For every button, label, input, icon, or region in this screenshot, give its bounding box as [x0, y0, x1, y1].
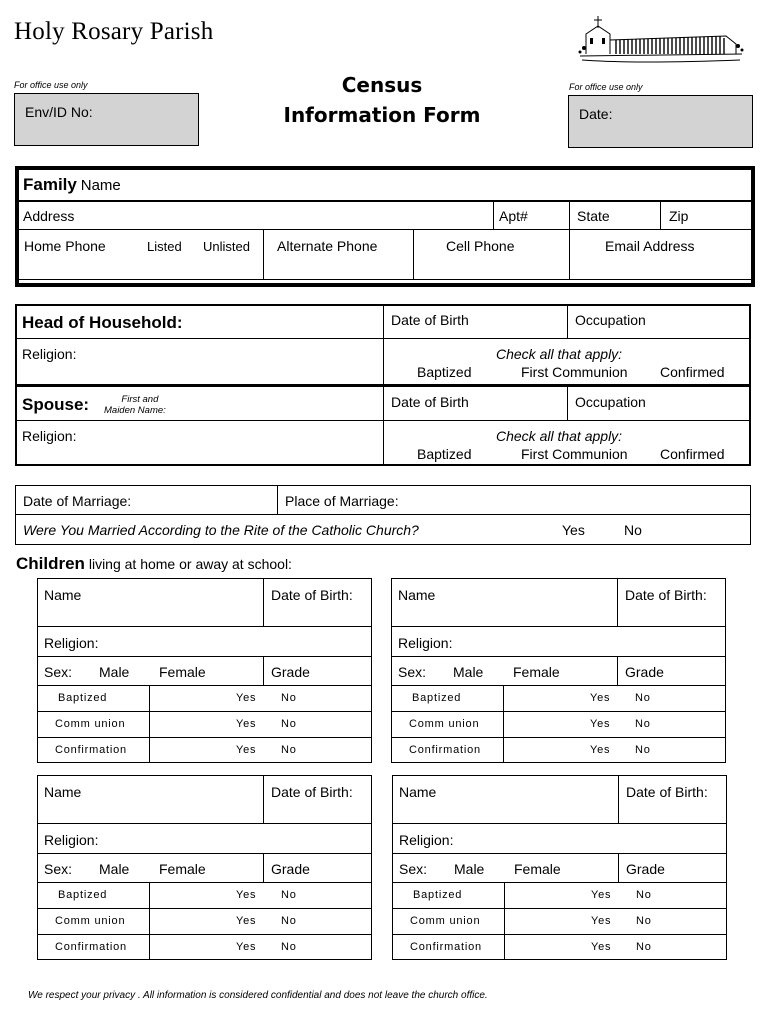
child-1-religion-field[interactable]: Religion:	[44, 635, 99, 651]
child-4-female-option[interactable]: Female	[514, 861, 561, 877]
alternate-phone-field[interactable]: Alternate Phone	[277, 238, 378, 254]
child-4-name-field[interactable]: Name	[399, 784, 437, 800]
spouse-name-note	[104, 394, 166, 416]
family-label-bold: Family	[23, 175, 77, 194]
date-field[interactable]	[568, 95, 753, 148]
child-1-sacrament-no-option[interactable]: No	[281, 718, 297, 730]
child-4-grade-field[interactable]: Grade	[626, 861, 665, 877]
child-3-box	[37, 775, 372, 960]
child-2-sex-label: Sex:	[398, 664, 427, 680]
child-3-sacrament-yes-option[interactable]: Yes	[236, 889, 257, 901]
email-field[interactable]: Email Address	[605, 238, 695, 254]
child-4-sacrament-label: Baptized	[413, 889, 463, 901]
child-4-sacrament-label: Confirmation	[410, 941, 482, 953]
child-3-sacrament-no-option[interactable]: No	[281, 915, 297, 927]
child-3-female-option[interactable]: Female	[159, 861, 206, 877]
form-title	[270, 70, 494, 130]
head-baptized-option[interactable]: Baptized	[417, 364, 472, 380]
office-use-note-left: For office use only	[14, 80, 88, 90]
child-3-sacrament-yes-option[interactable]: Yes	[236, 915, 257, 927]
child-1-male-option[interactable]: Male	[99, 664, 130, 680]
spouse-religion-field[interactable]: Religion:	[22, 428, 77, 444]
child-2-sacrament-yes-option[interactable]: Yes	[590, 692, 611, 704]
child-1-sex-label: Sex:	[44, 664, 73, 680]
child-2-sacrament-no-option[interactable]: No	[635, 744, 651, 756]
cell-phone-field[interactable]: Cell Phone	[446, 238, 515, 254]
spouse-note-line2: Maiden Name:	[104, 405, 166, 416]
child-3-grade-field[interactable]: Grade	[271, 861, 310, 877]
children-heading-bold: Children	[16, 554, 85, 573]
date-label: Date:	[579, 106, 613, 122]
child-1-female-option[interactable]: Female	[159, 664, 206, 680]
church-logo-icon	[576, 14, 746, 64]
child-2-sacrament-no-option[interactable]: No	[635, 718, 651, 730]
child-3-religion-field[interactable]: Religion:	[44, 832, 99, 848]
child-4-sacrament-label: Comm union	[410, 915, 481, 927]
child-2-sacrament-yes-option[interactable]: Yes	[590, 744, 611, 756]
form-title-line1: Census	[341, 73, 423, 97]
rite-no-option[interactable]: No	[624, 522, 642, 538]
spouse-note-line1: First and	[121, 394, 159, 405]
child-4-sacrament-no-option[interactable]: No	[636, 889, 652, 901]
rite-question: Were You Married According to the Rite of the Catholic Church?	[23, 522, 419, 538]
spouse-confirmed-option[interactable]: Confirmed	[660, 446, 725, 462]
child-2-sacrament-label: Baptized	[412, 692, 462, 704]
child-2-sacrament-yes-option[interactable]: Yes	[590, 718, 611, 730]
head-first-communion-option[interactable]: First Communion	[521, 364, 628, 380]
child-4-sacrament-no-option[interactable]: No	[636, 941, 652, 953]
head-check-all-label: Check all that apply:	[496, 346, 623, 362]
child-2-dob-field[interactable]: Date of Birth:	[625, 587, 707, 603]
child-1-grade-field[interactable]: Grade	[271, 664, 310, 680]
child-4-sacrament-yes-option[interactable]: Yes	[591, 889, 612, 901]
child-4-sacrament-yes-option[interactable]: Yes	[591, 941, 612, 953]
child-4-sacrament-yes-option[interactable]: Yes	[591, 915, 612, 927]
child-3-name-field[interactable]: Name	[44, 784, 82, 800]
child-4-religion-field[interactable]: Religion:	[399, 832, 454, 848]
child-3-sacrament-no-option[interactable]: No	[281, 941, 297, 953]
form-title-line2: Information Form	[283, 103, 481, 127]
child-2-name-field[interactable]: Name	[398, 587, 436, 603]
env-id-field[interactable]	[14, 93, 199, 146]
head-dob-field[interactable]: Date of Birth	[391, 312, 469, 328]
child-3-male-option[interactable]: Male	[99, 861, 130, 877]
address-field[interactable]: Address	[23, 208, 75, 224]
child-2-box	[391, 578, 726, 763]
child-4-sacrament-no-option[interactable]: No	[636, 915, 652, 927]
office-use-note-right: For office use only	[569, 82, 643, 92]
child-1-sacrament-no-option[interactable]: No	[281, 692, 297, 704]
children-heading	[16, 554, 292, 574]
child-4-box	[392, 775, 727, 960]
spouse-first-communion-option[interactable]: First Communion	[521, 446, 628, 462]
child-1-sacrament-yes-option[interactable]: Yes	[236, 692, 257, 704]
env-id-label: Env/ID No:	[25, 104, 93, 120]
child-2-sacrament-no-option[interactable]: No	[635, 692, 651, 704]
child-2-sacrament-label: Confirmation	[409, 744, 481, 756]
child-4-sex-label: Sex:	[399, 861, 428, 877]
head-occupation-field[interactable]: Occupation	[575, 312, 646, 328]
spouse-baptized-option[interactable]: Baptized	[417, 446, 472, 462]
child-2-sacrament-label: Comm union	[409, 718, 480, 730]
family-label-rest: Name	[80, 177, 121, 194]
child-4-male-option[interactable]: Male	[454, 861, 485, 877]
zip-field[interactable]: Zip	[669, 208, 689, 224]
child-4-dob-field[interactable]: Date of Birth:	[626, 784, 708, 800]
child-3-sacrament-label: Confirmation	[55, 941, 127, 953]
children-heading-rest: living at home or away at school:	[88, 556, 292, 572]
child-1-sacrament-label: Confirmation	[55, 744, 127, 756]
apt-field[interactable]: Apt#	[499, 208, 528, 224]
spouse-field[interactable]	[22, 395, 89, 415]
spouse-check-all-label: Check all that apply:	[496, 428, 623, 444]
rite-yes-option[interactable]: Yes	[562, 522, 585, 538]
date-of-marriage-field[interactable]: Date of Marriage:	[23, 493, 132, 509]
family-section	[15, 166, 755, 287]
child-3-sacrament-yes-option[interactable]: Yes	[236, 941, 257, 953]
child-1-dob-field[interactable]: Date of Birth:	[271, 587, 353, 603]
privacy-note: We respect your privacy . All information is considered confidential and does not leave the church office.	[28, 990, 488, 1001]
child-1-sacrament-label: Comm union	[55, 718, 126, 730]
spouse-occupation-field[interactable]: Occupation	[575, 394, 646, 410]
unlisted-option[interactable]: Unlisted	[203, 239, 250, 254]
child-1-name-field[interactable]: Name	[44, 587, 82, 603]
spouse-dob-field[interactable]: Date of Birth	[391, 394, 469, 410]
place-of-marriage-field[interactable]: Place of Marriage:	[285, 493, 399, 509]
child-1-sacrament-yes-option[interactable]: Yes	[236, 718, 257, 730]
listed-option[interactable]: Listed	[147, 239, 182, 254]
child-1-box	[37, 578, 372, 763]
child-3-sacrament-label: Comm union	[55, 915, 126, 927]
child-1-sacrament-yes-option[interactable]: Yes	[236, 744, 257, 756]
child-1-sacrament-label: Baptized	[58, 692, 108, 704]
child-3-sex-label: Sex:	[44, 861, 73, 877]
parish-name: Holy Rosary Parish	[14, 18, 214, 45]
head-religion-field[interactable]: Religion:	[22, 346, 77, 362]
home-phone-field[interactable]: Home Phone	[24, 238, 106, 254]
spouse-label: Spouse:	[22, 395, 90, 414]
family-name-field[interactable]	[23, 175, 121, 195]
child-3-sacrament-no-option[interactable]: No	[281, 889, 297, 901]
head-confirmed-option[interactable]: Confirmed	[660, 364, 725, 380]
child-2-male-option[interactable]: Male	[453, 664, 484, 680]
child-2-religion-field[interactable]: Religion:	[398, 635, 453, 651]
child-3-sacrament-label: Baptized	[58, 889, 108, 901]
child-2-female-option[interactable]: Female	[513, 664, 560, 680]
child-1-sacrament-no-option[interactable]: No	[281, 744, 297, 756]
child-2-grade-field[interactable]: Grade	[625, 664, 664, 680]
head-of-household-field[interactable]: Head of Household:	[22, 313, 183, 332]
state-field[interactable]: State	[577, 208, 610, 224]
child-3-dob-field[interactable]: Date of Birth:	[271, 784, 353, 800]
